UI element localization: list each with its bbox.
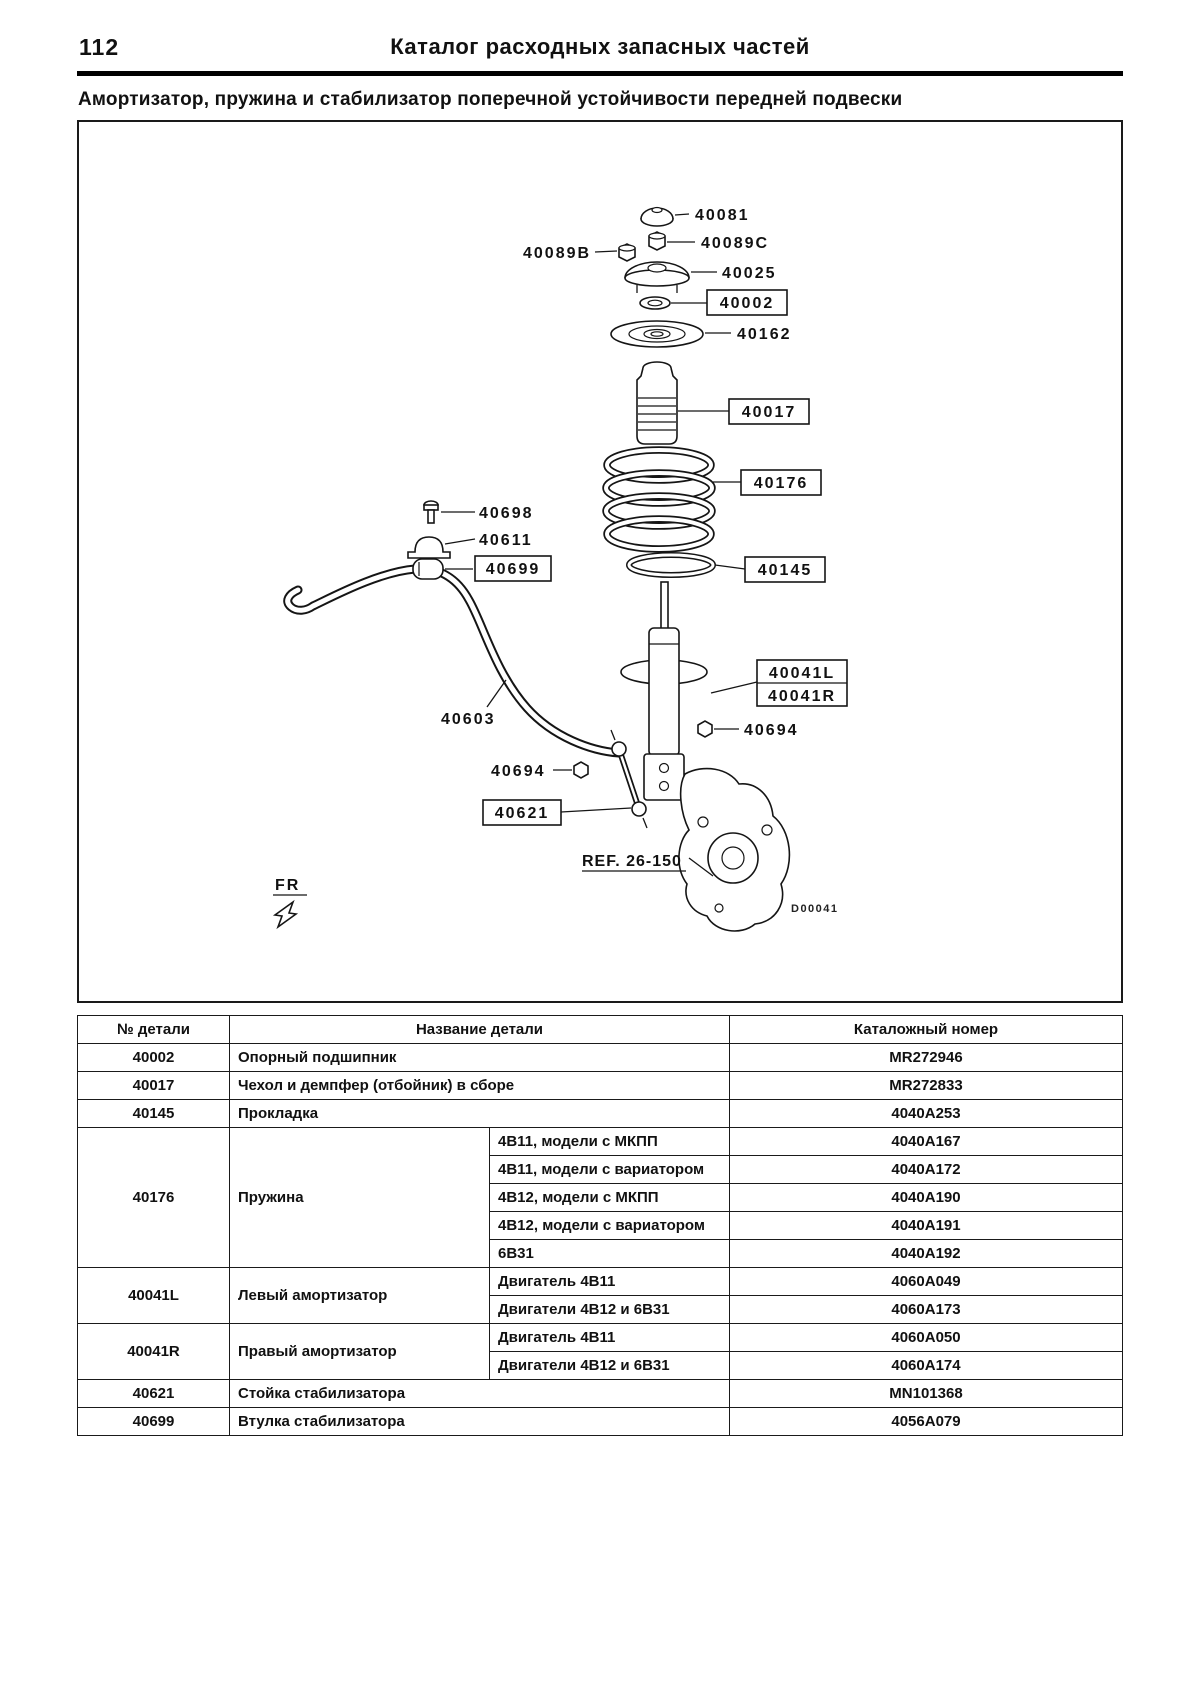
cap-40081: [641, 208, 673, 227]
col-header-name: Название детали: [230, 1016, 730, 1044]
cell-part: 40041R: [78, 1324, 230, 1380]
table-row: [78, 1044, 1123, 1072]
cell-catalog: MR272946: [730, 1044, 1123, 1072]
cell-variant: 4B11, модели с МКПП: [490, 1128, 730, 1156]
table-header-row: [78, 1016, 1123, 1044]
label-40162: 40162: [737, 326, 792, 343]
cell-catalog: 4060A049: [730, 1268, 1123, 1296]
cell-name: Опорный подшипник: [230, 1044, 730, 1072]
cell-name: Пружина: [230, 1128, 490, 1268]
diagram-frame: [77, 120, 1123, 1003]
cell-variant: Двигатель 4B11: [490, 1324, 730, 1352]
cell-part: 40041L: [78, 1268, 230, 1324]
strut-mount-40025: [625, 262, 689, 293]
label-40694-left: 40694: [491, 763, 546, 780]
exploded-diagram: [79, 122, 1121, 1001]
label-40089b: 40089B: [523, 245, 592, 262]
label-40621: 40621: [494, 805, 550, 822]
label-40176: 40176: [753, 475, 809, 492]
cell-catalog: 4060A174: [730, 1352, 1123, 1380]
label-40699: 40699: [485, 561, 541, 578]
label-40041l: 40041L: [768, 665, 836, 682]
label-40694-right: 40694: [744, 722, 799, 739]
table-row: [78, 1072, 1123, 1100]
spring-seat-40162: [611, 321, 703, 347]
boot-bumper-40017: [637, 362, 677, 444]
cell-name: Прокладка: [230, 1100, 730, 1128]
table-row: [78, 1380, 1123, 1408]
nut-40694-right: [698, 721, 712, 737]
strut-assembly-40041: [621, 582, 707, 800]
cell-name: Стойка стабилизатора: [230, 1380, 730, 1408]
page-title: Каталог расходных запасных частей: [390, 34, 810, 59]
table-row: [78, 1268, 1123, 1296]
leader-40089b: [595, 251, 617, 252]
cell-variant: Двигатель 4B11: [490, 1268, 730, 1296]
fr-arrow-icon: [275, 902, 296, 927]
cell-variant: 4B12, модели с вариатором: [490, 1212, 730, 1240]
bushing-40699: [413, 559, 443, 579]
cell-name: Правый амортизатор: [230, 1324, 490, 1380]
nut-40089c: [649, 232, 665, 250]
label-40002: 40002: [719, 295, 775, 312]
fr-label: FR: [275, 877, 301, 894]
clamp-bracket-40611: [408, 537, 450, 558]
label-40025: 40025: [722, 265, 777, 282]
label-40611: 40611: [479, 532, 533, 549]
cell-catalog: 4060A050: [730, 1324, 1123, 1352]
section-subtitle: Амортизатор, пружина и стабилизатор поперечной устойчивости передней подвески: [78, 89, 903, 110]
drawing-code: D00041: [791, 903, 839, 915]
col-header-part: № детали: [78, 1016, 230, 1044]
cell-catalog: MN101368: [730, 1380, 1123, 1408]
label-40145: 40145: [757, 562, 813, 579]
stabilizer-link-40621: [611, 730, 647, 828]
leader-40041: [711, 682, 757, 693]
cell-catalog: 4060A173: [730, 1296, 1123, 1324]
fr-direction-arrow: [273, 877, 307, 927]
bolt-40698: [424, 501, 438, 523]
cell-catalog: 4040A172: [730, 1156, 1123, 1184]
cell-variant: Двигатели 4B12 и 6B31: [490, 1296, 730, 1324]
label-40089c: 40089C: [701, 235, 770, 252]
leader-40621: [561, 808, 631, 812]
cell-catalog: 4040A191: [730, 1212, 1123, 1240]
cell-variant: 4B11, модели с вариатором: [490, 1156, 730, 1184]
cell-part: 40621: [78, 1380, 230, 1408]
label-40041r: 40041R: [767, 688, 837, 705]
page-header: [77, 34, 1123, 64]
cell-part: 40176: [78, 1128, 230, 1268]
nut-40694-left: [574, 762, 588, 778]
cell-catalog: 4040A192: [730, 1240, 1123, 1268]
page-number: 112: [79, 34, 120, 60]
cell-name: Чехол и демпфер (отбойник) в сборе: [230, 1072, 730, 1100]
cell-part: 40002: [78, 1044, 230, 1072]
cell-catalog: 4056A079: [730, 1408, 1123, 1436]
leader-40611: [445, 539, 475, 544]
label-40603: 40603: [441, 711, 496, 728]
table-row: [78, 1324, 1123, 1352]
col-header-catalog: Каталожный номер: [730, 1016, 1123, 1044]
cell-catalog: 4040A190: [730, 1184, 1123, 1212]
steering-knuckle-ref: [679, 769, 789, 931]
label-40081: 40081: [695, 207, 750, 224]
leader-40603: [487, 680, 506, 707]
label-ref-26-150: REF. 26-150: [582, 853, 682, 870]
nut-40089b: [619, 244, 635, 261]
cell-catalog: 4040A253: [730, 1100, 1123, 1128]
spring-pad-40145: [629, 555, 713, 575]
cell-catalog: MR272833: [730, 1072, 1123, 1100]
cell-part: 40145: [78, 1100, 230, 1128]
leader-40145: [715, 565, 745, 569]
cell-name: Левый амортизатор: [230, 1268, 490, 1324]
cell-part: 40699: [78, 1408, 230, 1436]
cell-name: Втулка стабилизатора: [230, 1408, 730, 1436]
bearing-40002: [640, 297, 670, 309]
header-rule: [77, 71, 1123, 76]
cell-variant: 4B12, модели с МКПП: [490, 1184, 730, 1212]
parts-table: [77, 1015, 1123, 1436]
table-row: [78, 1408, 1123, 1436]
table-row: [78, 1100, 1123, 1128]
table-row: [78, 1128, 1123, 1156]
cell-variant: Двигатели 4B12 и 6B31: [490, 1352, 730, 1380]
cell-part: 40017: [78, 1072, 230, 1100]
coil-spring-40176: [606, 450, 712, 549]
leader-40081: [675, 214, 689, 215]
label-40698: 40698: [479, 505, 534, 522]
label-40017: 40017: [741, 404, 797, 421]
cell-variant: 6B31: [490, 1240, 730, 1268]
cell-catalog: 4040A167: [730, 1128, 1123, 1156]
